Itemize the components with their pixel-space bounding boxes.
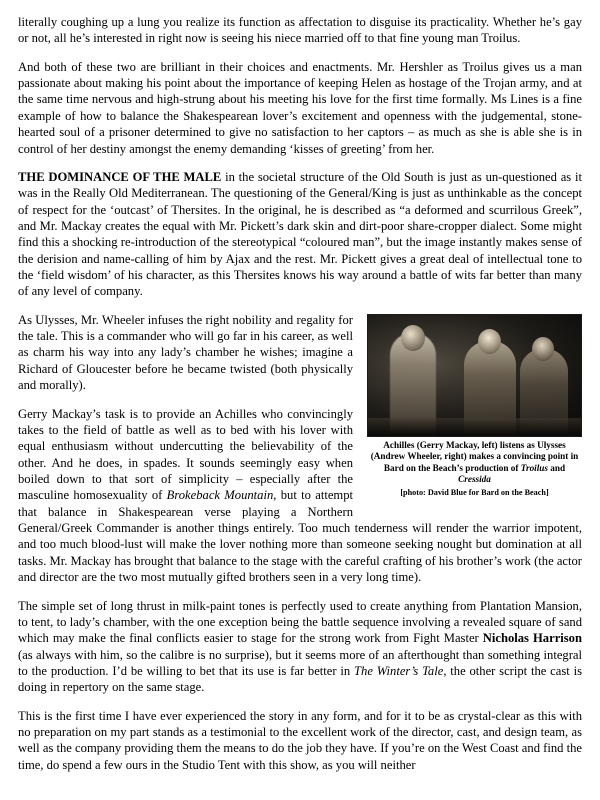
photo-stage-floor [368,418,581,436]
photo-caption-play-title-part-2: Cressida [458,473,491,484]
paragraph-6 [18,598,582,696]
paragraph-1 [18,14,582,47]
photo-caption-play-title-part-1: Troilus [520,462,548,473]
production-figure [367,314,582,498]
production-photo [367,314,582,437]
photo-caption-line-2: (Andrew Wheeler, right) makes a convincing point in [370,451,579,462]
paragraph-6-text-part-3: , the other script the cast is doing in repertory on the same stage. [18,663,582,695]
paragraph-2 [18,59,582,157]
paragraph-6-text-part-1: The simple set of long thrust in milk-paint tones is perfectly used to create anything from Plantation Mansion, to tent, to lady’s chamber, with the one exception being the battle sequence involving a revealed square of sand which may make the final conflicts easier to stage for the strong work from Fight Master [18,598,582,646]
photo-figure-right-head [532,337,554,361]
paragraph-6-text-part-2: (as always with him, so the calibre is no surprise), but it seems more of an afterthought than something integral to the production. I’d be willing to bet that its use is far better in [18,647,582,678]
photo-caption-line-1: Achilles (Gerry Mackay, left) listens as Ulysses [383,439,566,450]
paragraph-3 [18,169,582,300]
photo-caption-line-3-prefix: Bard on the Beach’s production of [383,462,521,473]
paragraph-7 [18,708,582,773]
paragraph-2-text: And both of these two are brilliant in their choices and enactments. Mr. Hershler as Troilus gives us a man passionate about making his point about the importance of keeping Helen as hostage of the Trojan army, and at the same time nervous and high-strung about his meeting his love for the first time formally. Ms Lines is a fine example of how to balance the Shakespearean lover’s excitement and openness with the judgemental, stone-hearted soul of a prisoner determined to give no satisfaction to her captors – as much as she is able she is in control of her destiny amongst the enemy demanding ‘kisses of greeting’ from her. [18,59,582,156]
paragraph-6-fight-master-name: Nicholas Harrison [482,631,582,646]
photo-credit: [photo: David Blue for Bard on the Beach] [400,488,549,498]
paragraph-5-text-part-1: Gerry Mackay’s task is to provide an Achilles who convincingly takes to the field of battle as well as to bed with his lover with equal enthusiasm without undercutting the believability of the other. And he does, in spades. It sounds seemingly easy when boiled down to that sort of simplicity – especially after the masculine homosexuality of [18,406,353,503]
paragraph-6-play-title: The Winter’s Tale [354,663,444,678]
photo-caption [367,440,582,486]
paragraph-3-lead-in: THE DOMINANCE OF THE MALE [18,169,222,184]
photo-figure-left-head [401,325,425,351]
paragraph-3-text: in the societal structure of the Old South is just as un-questioned as it was in the Really Old Mediterranean. The questioning of the General/King is just as unthinkable as the concept of respect for the ‘outcast’ of Thersites. In the original, he is described as “a deformed and scurrilous Greek”, and Mr. Mackay creates the equal with Mr. Pickett’s dark skin and dirt-poor share-cropper dialect. Some might find this a shocking re-introduction of the stereotypical “coloured man”, but the image instantly makes sense of the derision and name-calling of him by Ajax and the rest. Mr. Pickett gives a great deal of intellectual tone to the ‘field wisdom’ of his character, as this Thersites knows his way around a battle of wits far better than many of any level of company. [18,169,582,299]
photo-caption-line-3-middle: and [547,462,566,473]
paragraph-5-text-part-2: , but to attempt that balance in Shakespearean verse playing a Northern General/Greek Commander is another things entirely. Too much tenderness will render the warrior impotent, and too much blood-lust will make the lover nothing more than someone seeking nought but domination at all tasks. Mr. Mackay has brought that balance to the stage with the careful crafting of his brother’s work (the actor and director are the two most mutually gifted brothers seen in a very long time). [18,488,582,585]
photo-figure-center-head [478,329,501,354]
paragraph-5-film-title: Brokeback Mountain [166,488,274,503]
paragraph-1-text: literally coughing up a lung you realize its function as affectation to disguise its practicality. Whether he’s gay or not, all he’s interested in right now is seeing his niece married off to that fine young man Troilus. [18,15,582,46]
paragraph-4-text: As Ulysses, Mr. Wheeler infuses the right nobility and regality for the tale. This is a commander who will go far in his career, as well as charm his way into any lady’s chamber he wishes; imagine a Richard of Gloucester before he became twisted (both physically and morally). [18,312,353,393]
paragraph-7-text: This is the first time I have ever experienced the story in any form, and for it to be as crystal-clear as this with no preparation on my part stands as a testimonial to the excellent work of the director, cast, and design team, as well as the company providing them the means to do the job they have. If you’re on the West Coast and find the time, do spend a few ours in the Studio Tent with this show, as you will neither [18,708,582,772]
